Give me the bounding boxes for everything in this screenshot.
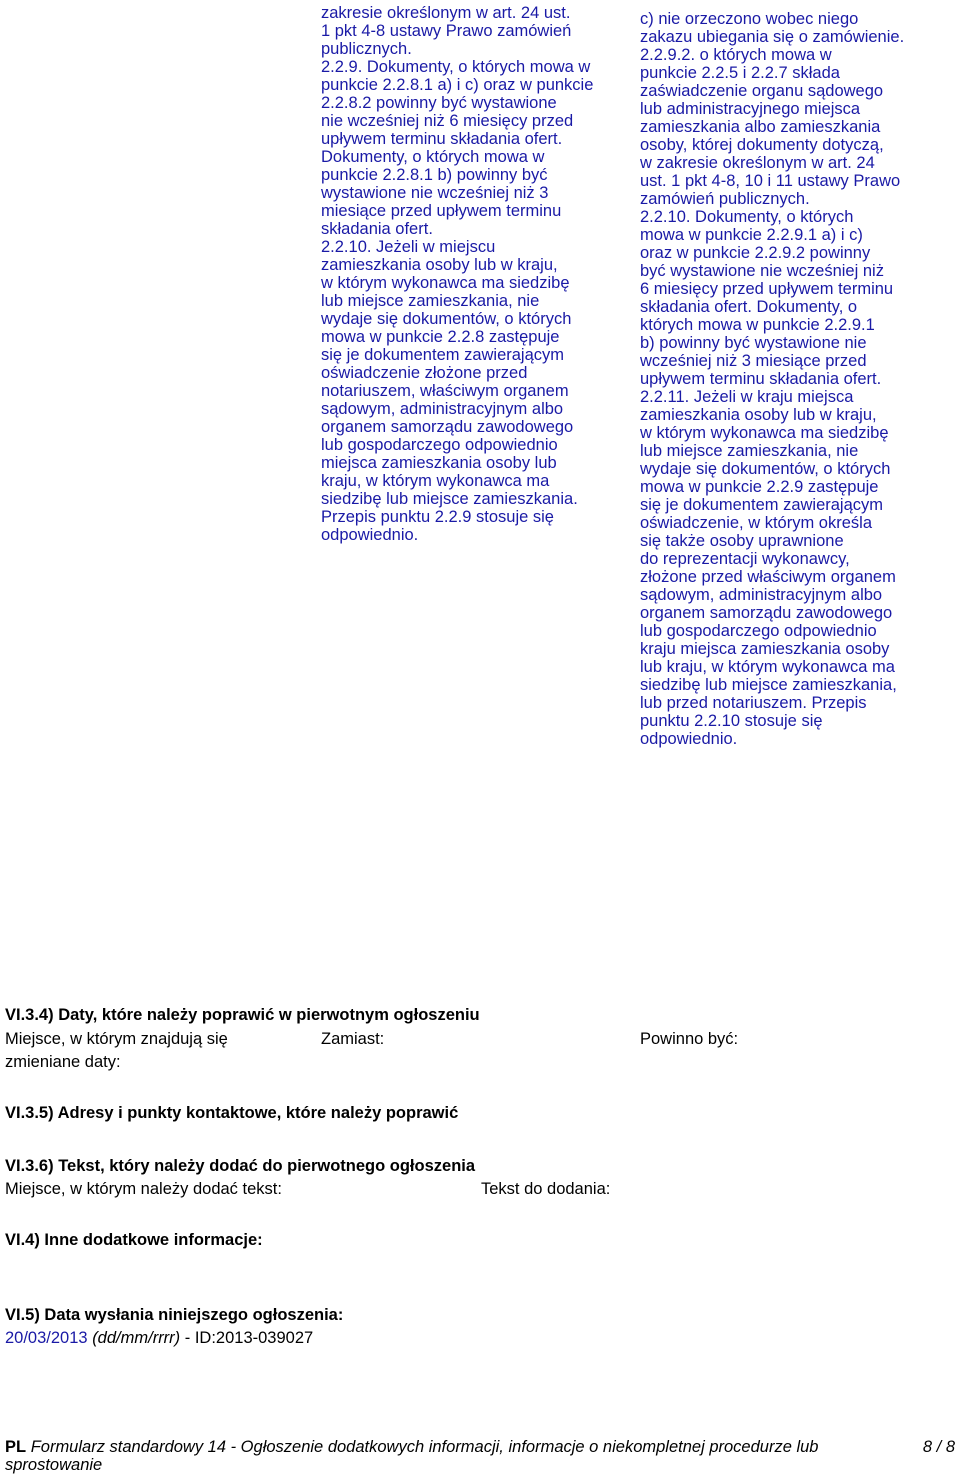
section-vi5-heading: VI.5) Data wysłania niniejszego ogłoszenia: — [5, 1306, 344, 1324]
section-vi34-heading: VI.3.4) Daty, które należy poprawić w pierwotnym ogłoszeniu — [5, 1006, 480, 1024]
section-vi5-date-line — [5, 1329, 313, 1347]
dispatch-date: 20/03/2013 — [5, 1329, 88, 1347]
section-vi34-should-be-label: Powinno być: — [640, 1030, 739, 1048]
section-vi4-heading: VI.4) Inne dodatkowe informacje: — [5, 1231, 263, 1249]
page-footer — [5, 1438, 955, 1474]
footer-page-number: 8 / 8 — [922, 1438, 955, 1456]
section-vi36-place-label: Miejsce, w którym należy dodać tekst: — [5, 1180, 282, 1198]
date-format: (dd/mm/rrrr) — [92, 1329, 181, 1347]
section-vi36-text-label: Tekst do dodania: — [481, 1180, 611, 1198]
section-vi34-place-label — [5, 1030, 228, 1071]
section-vi35-heading: VI.3.5) Adresy i punkty kontaktowe, które należy poprawić — [5, 1104, 459, 1122]
section-vi34-place-line1: Miejsce, w którym znajdują się — [5, 1030, 228, 1048]
section-vi34-instead-label: Zamiast: — [321, 1030, 385, 1048]
notice-id: - ID:2013-039027 — [184, 1329, 314, 1347]
footer-language: PL — [5, 1438, 27, 1456]
footer-form-title-continued: sprostowanie — [5, 1456, 103, 1474]
section-vi36-heading: VI.3.6) Tekst, który należy dodać do pierwotnego ogłoszenia — [5, 1157, 476, 1175]
corrected-text-column-middle: zakresie określonym w art. 24 ust. 1 pkt 4-8 ustawy Prawo zamówień publicznych. 2.2.9. Dokumenty, o których mowa w punkcie 2.2.8.1 a) i c) oraz w punkcie 2.2.8.2 powinny być wystawione nie wcześniej niż 6 miesięcy przed upływem terminu składania ofert. Dokumenty, o których mowa w punkcie 2.2.8.1 b) powinny być wystawione nie wcześniej niż 3 miesiące przed upływem terminu składania ofert. 2.2.10. Jeżeli w miejscu zamieszkania osoby lub w kraju, w którym wykonawca ma siedzibę lub miejsce zamieszkania, nie wydaje się dokumentów, o których mowa w punkcie 2.2.8 zastępuje się je dokumentem zawierającym oświadczenie złożone przed notariuszem, właściwym organem sądowym, administracyjnym albo organem samorządu zawodowego lub gospodarczego odpowiednio miejsca zamieszkania osoby lub kraju, w którym wykonawca ma siedzibę lub miejsce zamieszkania. Przepis punktu 2.2.9 stosuje się odpowiednio. — [321, 4, 594, 544]
footer-form-title: Formularz standardowy 14 - Ogłoszenie dodatkowych informacji, informacje o niekompletnej procedurze lub — [30, 1438, 819, 1456]
corrected-text-column-right: c) nie orzeczono wobec niego zakazu ubiegania się o zamówienie. 2.2.9.2. o których mowa w punkcie 2.2.5 i 2.2.7 składa zaświadczenie organu sądowego lub administracyjnego miejsca zamieszkania albo zamieszkania osoby, której dokumenty dotyczą, w zakresie określonym w art. 24 ust. 1 pkt 4-8, 10 i 11 ustawy Prawo zamówień publicznych. 2.2.10. Dokumenty, o których mowa w punkcie 2.2.9.1 a) i c) oraz w punkcie 2.2.9.2 powinny być wystawione nie wcześniej niż 6 miesięcy przed upływem terminu składania ofert. Dokumenty, o których mowa w punkcie 2.2.9.1 b) powinny być wystawione nie wcześniej niż 3 miesiące przed upływem terminu składania ofert. 2.2.11. Jeżeli w kraju miejsca zamieszkania osoby lub w kraju, w którym wykonawca ma siedzibę lub miejsce zamieszkania, nie wydaje się dokumentów, o których mowa w punkcie 2.2.9 zastępuje się je dokumentem zawierającym oświadczenie, w którym określa się także osoby uprawnione do reprezentacji wykonawcy, złożone przed właściwym organem sądowym, administracyjnym albo organem samorządu zawodowego lub gospodarczego odpowiednio kraju miejsca zamieszkania osoby lub kraju, w którym wykonawca ma siedzibę lub miejsce zamieszkania, lub przed notariuszem. Przepis punktu 2.2.10 stosuje się odpowiednio. — [640, 10, 905, 748]
section-vi34-place-line2: zmieniane daty: — [5, 1053, 121, 1071]
